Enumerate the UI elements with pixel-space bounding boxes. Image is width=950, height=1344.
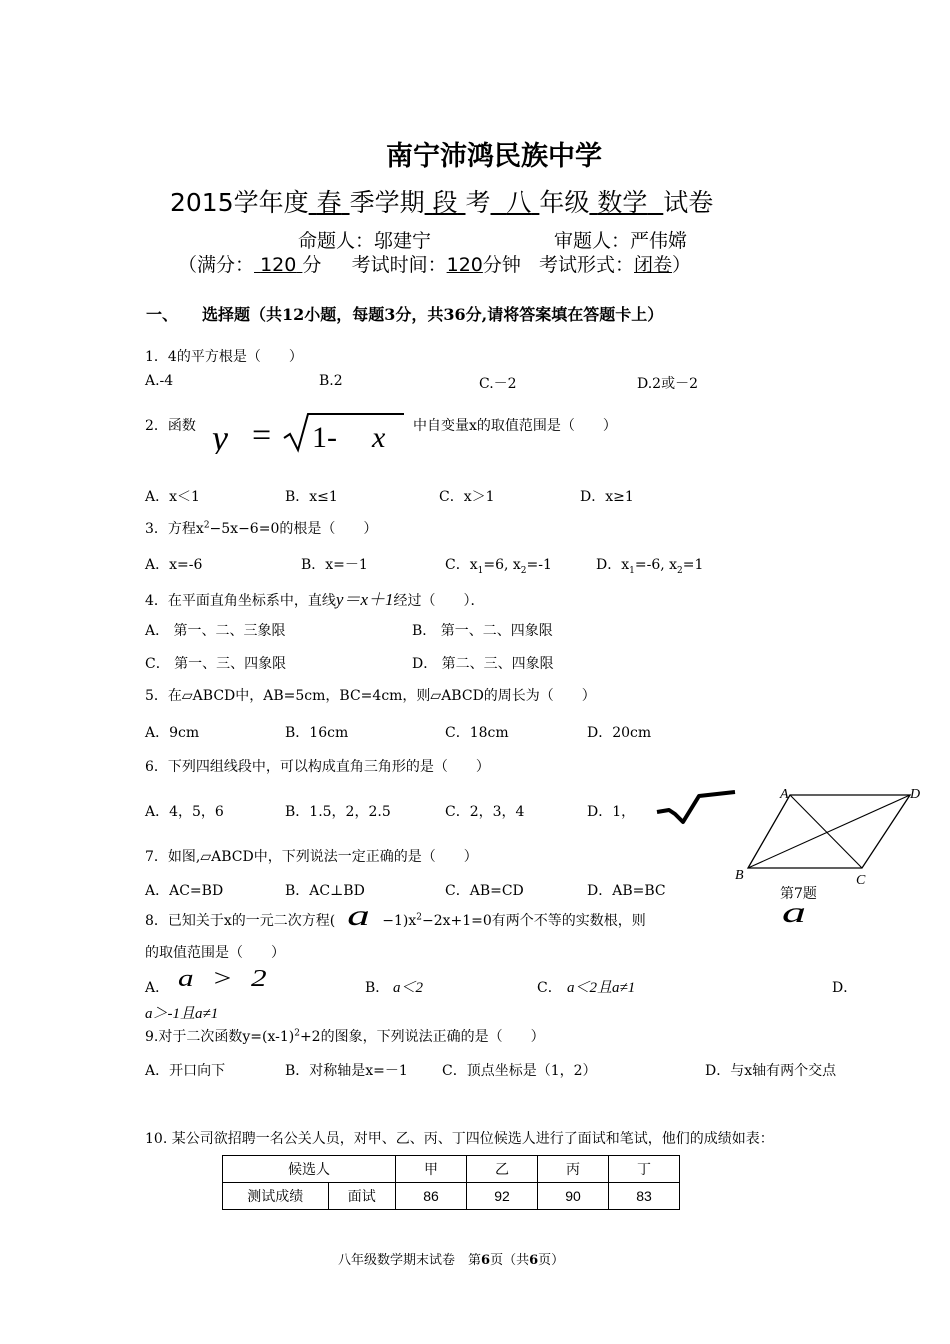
q6-option-c: C．2，3，4 [445,804,525,820]
table-header-row [223,1156,680,1183]
q2-option-c: C．x＞1 [439,489,495,505]
q5-option-a: A．9cm [145,725,200,741]
diagonal-ac [790,795,862,868]
q6-option-a: A．4，5，6 [145,804,224,820]
q4-option-d: D． 第二、三、四象限 [412,656,554,672]
header-cell: 甲 [396,1156,467,1183]
q7-option-c: C．AB=CD [445,883,524,899]
page-total: 6 [529,1253,539,1268]
exam-form: 闭卷 [634,254,673,276]
vertex-label-d: D [910,787,921,802]
q8-option-a-expr: a > 2 [178,966,272,992]
table-cell: 83 [609,1183,680,1210]
q7-option-d: D．AB=BC [587,883,666,899]
q2-option-d: D．x≥1 [580,489,634,505]
q2-number: 2．函数 [145,418,196,434]
sqrt-formula [212,410,407,454]
q1-option-b: B.2 [319,373,343,389]
formula-x: x [372,421,386,454]
author: 邬建宁 [374,230,432,252]
q1-option-d: D.2或－2 [637,376,698,392]
q9-option-b: B．对称轴是x=－1 [285,1063,408,1079]
q7-parallelogram-figure [730,780,930,910]
q4-stem: 4．在平面直角坐标系中，直线y＝x＋1经过（ ）． [145,590,485,609]
q2-option-a: A．x＜1 [145,489,200,505]
page-number: 6 [481,1253,491,1268]
q2-stem: 中自变量x的取值范围是（ ） [413,418,617,434]
author-line: 命题人：邬建宁 [298,230,432,252]
q10-stem: 10. 某公司欲招聘一名公关人员，对甲、乙、丙、丁四位候选人进行了面试和笔试，他们的成绩如表： [145,1131,774,1147]
title-text: 试卷 [663,188,714,217]
reviewer: 严伟嫦 [630,230,688,252]
q8-stem-line2: 的取值范围是（ ） [145,945,285,961]
title-text: 学年度 [233,188,309,217]
q3-stem: 3．方程$x^2-5x-6=0$的根是（ ） [145,520,378,537]
table-cell: 90 [538,1183,609,1210]
var-a: a [347,899,371,932]
header-cell: 候选人 [223,1156,396,1183]
q4-formula: y＝x＋1 [335,590,394,609]
var-a: a [782,896,806,929]
formula-radicand: 1- [312,421,337,454]
grade: 八 [506,188,532,217]
q1-option-a: A.-4 [145,373,174,389]
q4-option-a: A． 第一、二、三象限 [145,623,286,639]
sqrt-sign [284,414,404,450]
q5-option-c: C．18cm [445,725,509,741]
reviewer-line: 审题人：严伟嫦 [554,230,688,252]
vertex-label-c: C [856,873,866,888]
q8-option-a-label: A． [145,980,170,996]
exam-title-line [170,183,713,219]
q3-option-b: B．x=－1 [301,557,368,573]
table-row [223,1183,680,1210]
q3-option-c: C．$x_1=6$, $x_2=-1$ [445,557,552,576]
formula-eq: = [252,417,272,454]
exam-info-line: （满分： 120 分 考试时间：120分钟 考试形式：闭卷） [178,254,692,276]
q6-option-d: D．1， [587,804,636,820]
row-label: 测试成绩 [223,1183,329,1210]
q8-option-c-expr: a＜2且a≠1 [567,980,636,996]
q5-stem: 5．在▱ABCD中，AB=5cm，BC=4cm，则▱ABCD的周长为（ ） [145,688,596,704]
subject: 数学 [597,188,648,217]
q9-option-c: C．顶点坐标是（1，2） [442,1063,597,1079]
page-footer: 八年级数学期末试卷 第6页（共6页） [338,1253,565,1268]
year: 2015 [170,188,234,217]
full-score: 120 [260,254,297,276]
school-title: 南宁沛鸿民族中学 [386,141,602,172]
q8-option-d-expr: a＞-1且a≠1 [145,1006,219,1022]
q2-formula [212,410,407,458]
title-text: 年级 [539,188,590,217]
q4-option-c: C． 第一、三、四象限 [145,656,287,672]
q8-option-b-label: B． [365,980,390,996]
vertex-label-a: A [780,787,789,802]
q9-option-d: D．与x轴有两个交点 [705,1063,837,1079]
header-cell: 丙 [538,1156,609,1183]
q6-option-b: B．1.5，2，2.5 [285,804,391,820]
table-cell: 92 [467,1183,538,1210]
title-text: 季学期 [349,188,425,217]
q3-option-a: A．x=-6 [145,557,203,573]
q8-option-b-expr: a＜2 [393,980,424,996]
season: 春 [316,188,342,217]
formula-y: y [212,418,228,454]
section-number: 一、 [146,305,179,324]
q1-option-c: C.－2 [479,376,517,392]
exam-time: 120 [446,254,483,276]
q9-option-a: A．开口向下 [145,1063,226,1079]
table-cell: 86 [396,1183,467,1210]
q1-stem: 1．4的平方根是（ ） [145,349,303,365]
q8-stem: 8．已知关于x的一元二次方程( $a -1)x^2-2x+1=0$有两个不等的实数根，则 [145,899,646,932]
row-sublabel: 面试 [328,1183,395,1210]
q4-option-b: B． 第一、二、四象限 [412,623,553,639]
figure-caption: 第7题 [780,886,817,902]
header-cell: 丁 [609,1156,680,1183]
sqrt-radical-fragment-icon [655,790,737,830]
q8-option-d-label: D． [832,980,858,996]
q8-option-c-label: C． [537,980,562,996]
q7-option-b: B．AC⊥BD [285,883,365,899]
exam-kind: 段 [432,188,458,217]
q7-option-a: A．AC=BD [145,883,224,899]
score-table [222,1155,680,1210]
q2-option-b: B．x≤1 [285,489,338,505]
q7-stem: 7．如图,▱ABCD中，下列说法一定正确的是（ ） [145,849,478,865]
q5-option-b: B．16cm [285,725,349,741]
vertex-label-b: B [735,868,744,883]
q6-stem: 6．下列四组线段中，可以构成直角三角形的是（ ） [145,759,490,775]
section-title: 选择题（共12小题，每题3分，共36分,请将答案填在答题卡上） [202,305,664,324]
q9-stem: 9.对于二次函数$y=(x-1)^2+2$的图象，下列说法正确的是（ ） [145,1028,545,1045]
title-text: 考 [465,188,491,217]
q3-option-d: D．$x_1=-6$, $x_2=1$ [596,557,704,576]
header-cell: 乙 [467,1156,538,1183]
q5-option-d: D．20cm [587,725,652,741]
